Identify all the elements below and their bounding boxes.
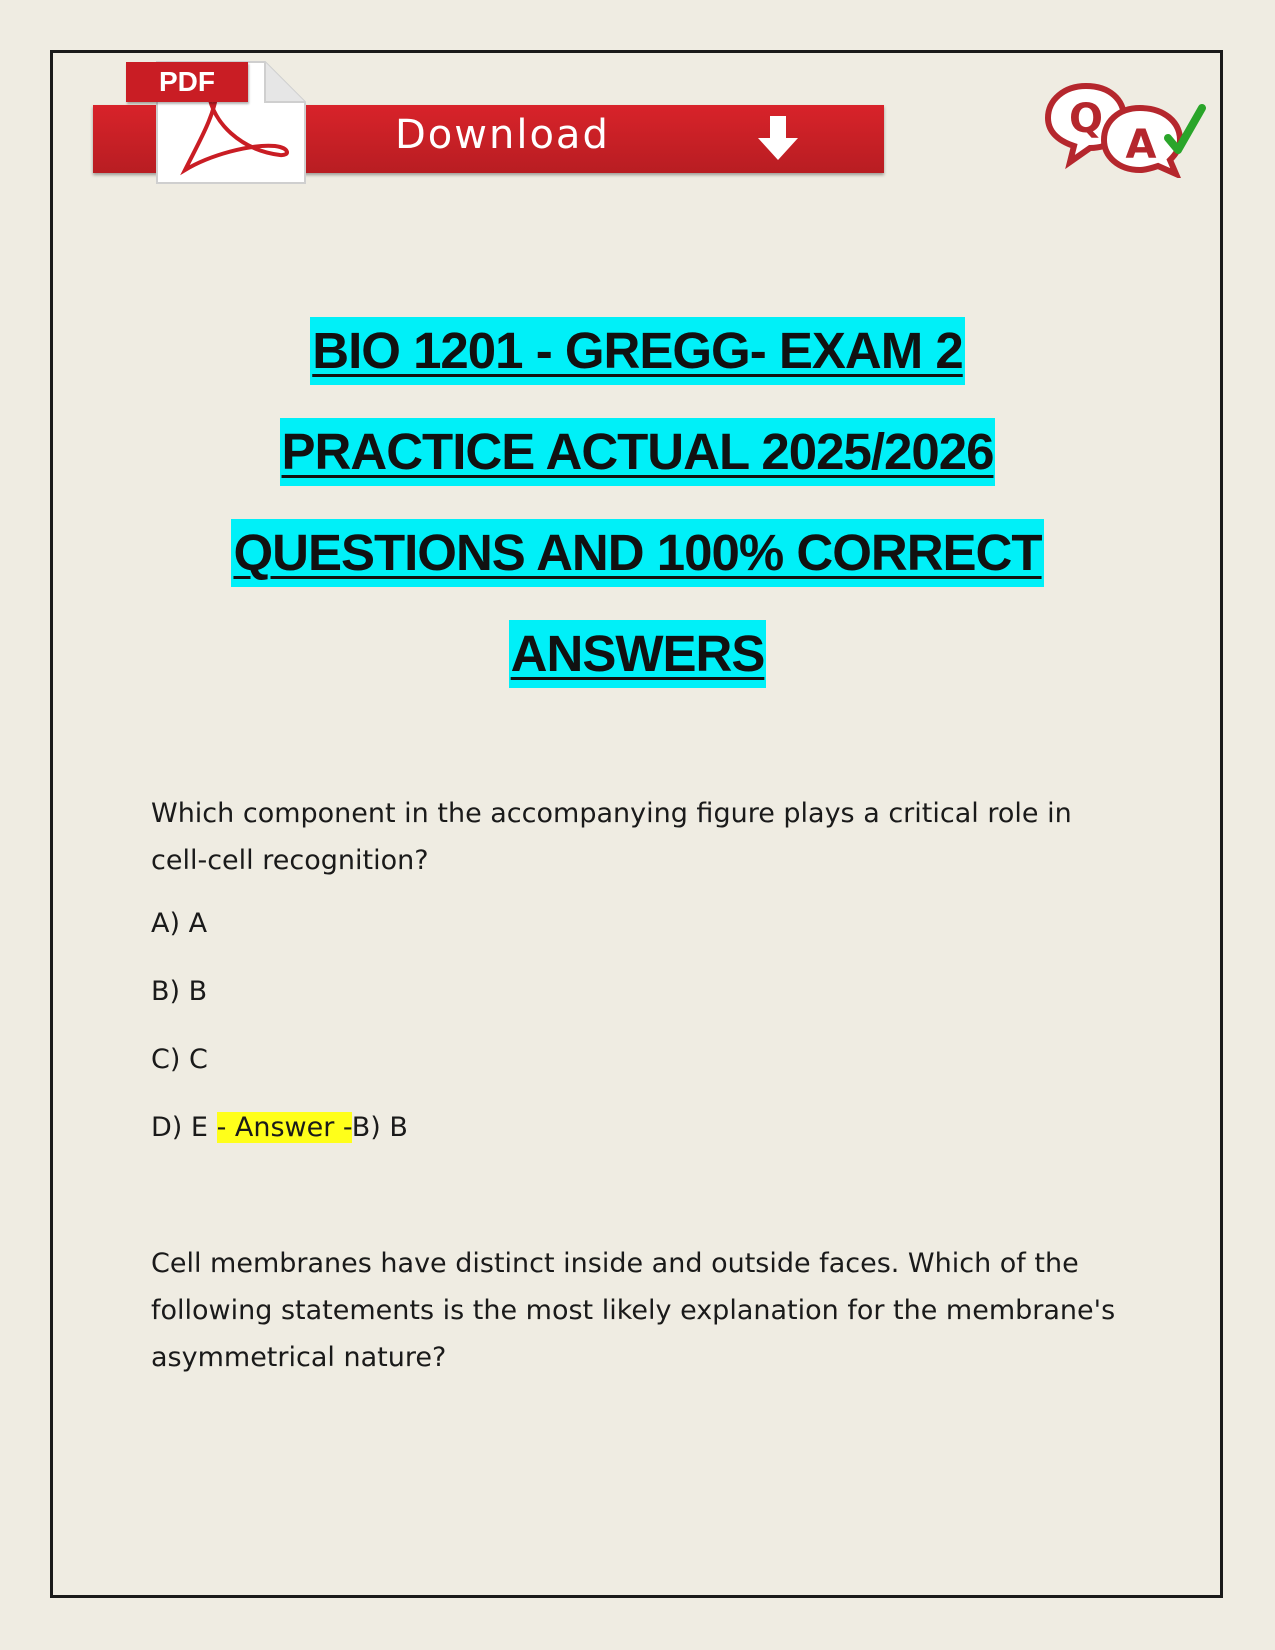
- option-a: A) A: [151, 908, 208, 939]
- title-line-2: PRACTICE ACTUAL 2025/2026: [280, 418, 996, 486]
- question-1-text-line-2: cell-cell recognition?: [151, 845, 429, 876]
- answer-value: B) B: [351, 1112, 408, 1143]
- question-2-text-line-1: Cell membranes have distinct inside and outside faces. Which of the: [151, 1248, 1079, 1279]
- option-d-label: D) E: [151, 1112, 217, 1143]
- question-2-text-line-3: asymmetrical nature?: [151, 1342, 447, 1373]
- answer-marker: - Answer -: [216, 1112, 352, 1143]
- svg-text:Q: Q: [1068, 96, 1104, 142]
- svg-text:A: A: [1125, 122, 1157, 168]
- question-2: [151, 1240, 1131, 1381]
- question-1-text-line-1: Which component in the accompanying figure plays a critical role in: [151, 798, 1072, 829]
- download-label[interactable]: Download: [395, 112, 610, 158]
- pdf-label-tab: PDF: [126, 62, 248, 102]
- title-line-4: ANSWERS: [509, 620, 767, 688]
- question-2-text-line-2: following statements is the most likely explanation for the membrane's: [151, 1295, 1116, 1326]
- option-c: C) C: [151, 1044, 208, 1075]
- title-line-1: BIO 1201 - GREGG- EXAM 2: [310, 317, 965, 385]
- option-d: [151, 1108, 1131, 1176]
- download-arrow-icon[interactable]: [756, 114, 800, 164]
- question-1: [151, 790, 1131, 1176]
- qa-logo-icon: [1040, 78, 1208, 178]
- document-title: [0, 300, 1275, 704]
- title-line-3: QUESTIONS AND 100% CORRECT: [231, 519, 1043, 587]
- option-b: B) B: [151, 976, 208, 1007]
